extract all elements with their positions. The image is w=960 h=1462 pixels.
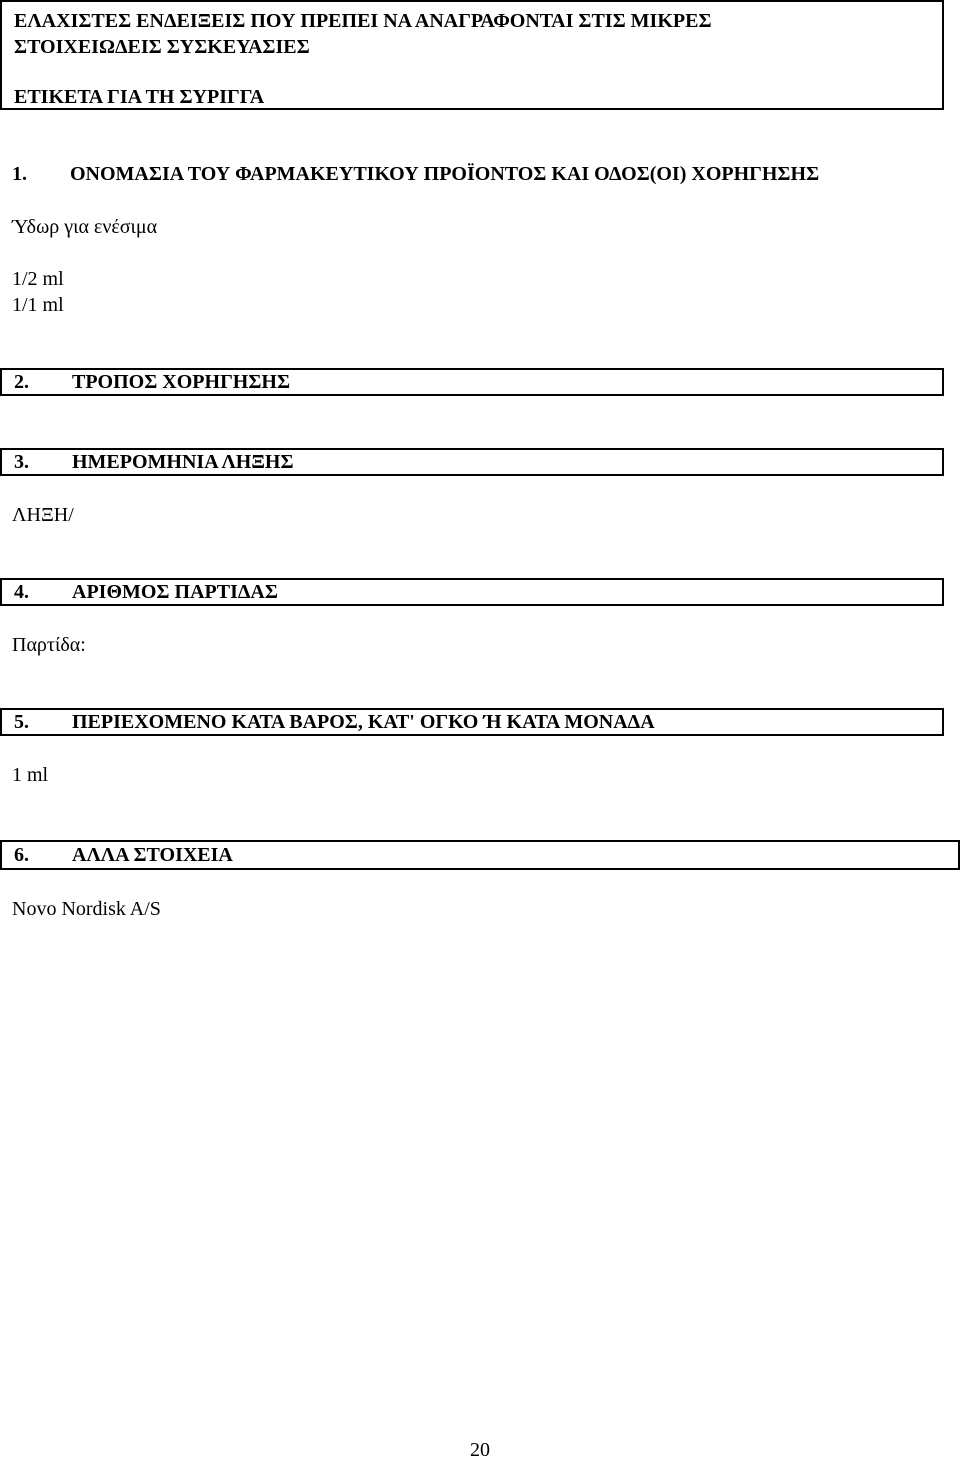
section-1-line-1: Ύδωρ για ενέσιμα [12, 216, 158, 238]
section-number: 5. [14, 710, 29, 733]
section-2-heading [0, 368, 944, 396]
section-number: 3. [14, 450, 29, 473]
section-title: ΟΝΟΜΑΣΙΑ ΤΟΥ ΦΑΡΜΑΚΕΥΤΙΚΟΥ ΠΡΟΪΟΝΤΟΣ ΚΑΙ ΟΔΟΣ(ΟΙ) ΧΟΡΗΓΗΣΗΣ [70, 162, 820, 185]
section-title: ΠΕΡΙΕΧΟΜΕΝΟ ΚΑΤΑ ΒΑΡΟΣ, ΚΑΤ' ΟΓΚΟ Ή ΚΑΤΑ ΜΟΝΑΔΑ [72, 710, 655, 733]
header-box [0, 0, 944, 110]
section-number: 4. [14, 580, 29, 603]
section-4-line-1: Παρτίδα: [12, 634, 86, 656]
section-title: ΑΡΙΘΜΟΣ ΠΑΡΤΙΔΑΣ [72, 580, 278, 603]
header-title-line1: ΕΛΑΧΙΣΤΕΣ ΕΝΔΕΙΞΕΙΣ ΠΟΥ ΠΡΕΠΕΙ ΝΑ ΑΝΑΓΡΑΦΟΝΤΑΙ ΣΤΙΣ ΜΙΚΡΕΣ [14, 10, 712, 32]
section-3-heading [0, 448, 944, 476]
section-6-heading [0, 840, 960, 870]
section-1-line-2: 1/2 ml [12, 268, 64, 290]
section-number: 1. [12, 162, 27, 185]
section-6-line-1: Novo Nordisk A/S [12, 898, 161, 920]
section-title: ΗΜΕΡΟΜΗΝΙΑ ΛΗΞΗΣ [72, 450, 294, 473]
section-4-heading [0, 578, 944, 606]
section-1-heading [0, 158, 944, 190]
section-number: 2. [14, 370, 29, 393]
section-title: ΤΡΟΠΟΣ ΧΟΡΗΓΗΣΗΣ [72, 370, 291, 393]
section-title: ΑΛΛΑ ΣΤΟΙΧΕΙΑ [72, 843, 233, 866]
section-5-heading [0, 708, 944, 736]
section-3-line-1: ΛΗΞΗ/ [12, 504, 74, 526]
section-5-line-1: 1 ml [12, 764, 49, 786]
section-number: 6. [14, 843, 29, 866]
header-subtitle: ΕΤΙΚΕΤΑ ΓΙΑ ΤΗ ΣΥΡΙΓΓΑ [14, 86, 265, 108]
section-1-line-3: 1/1 ml [12, 294, 64, 316]
header-title-line2: ΣΤΟΙΧΕΙΩΔΕΙΣ ΣΥΣΚΕΥΑΣΙΕΣ [14, 36, 310, 58]
page-number: 20 [470, 1439, 490, 1461]
